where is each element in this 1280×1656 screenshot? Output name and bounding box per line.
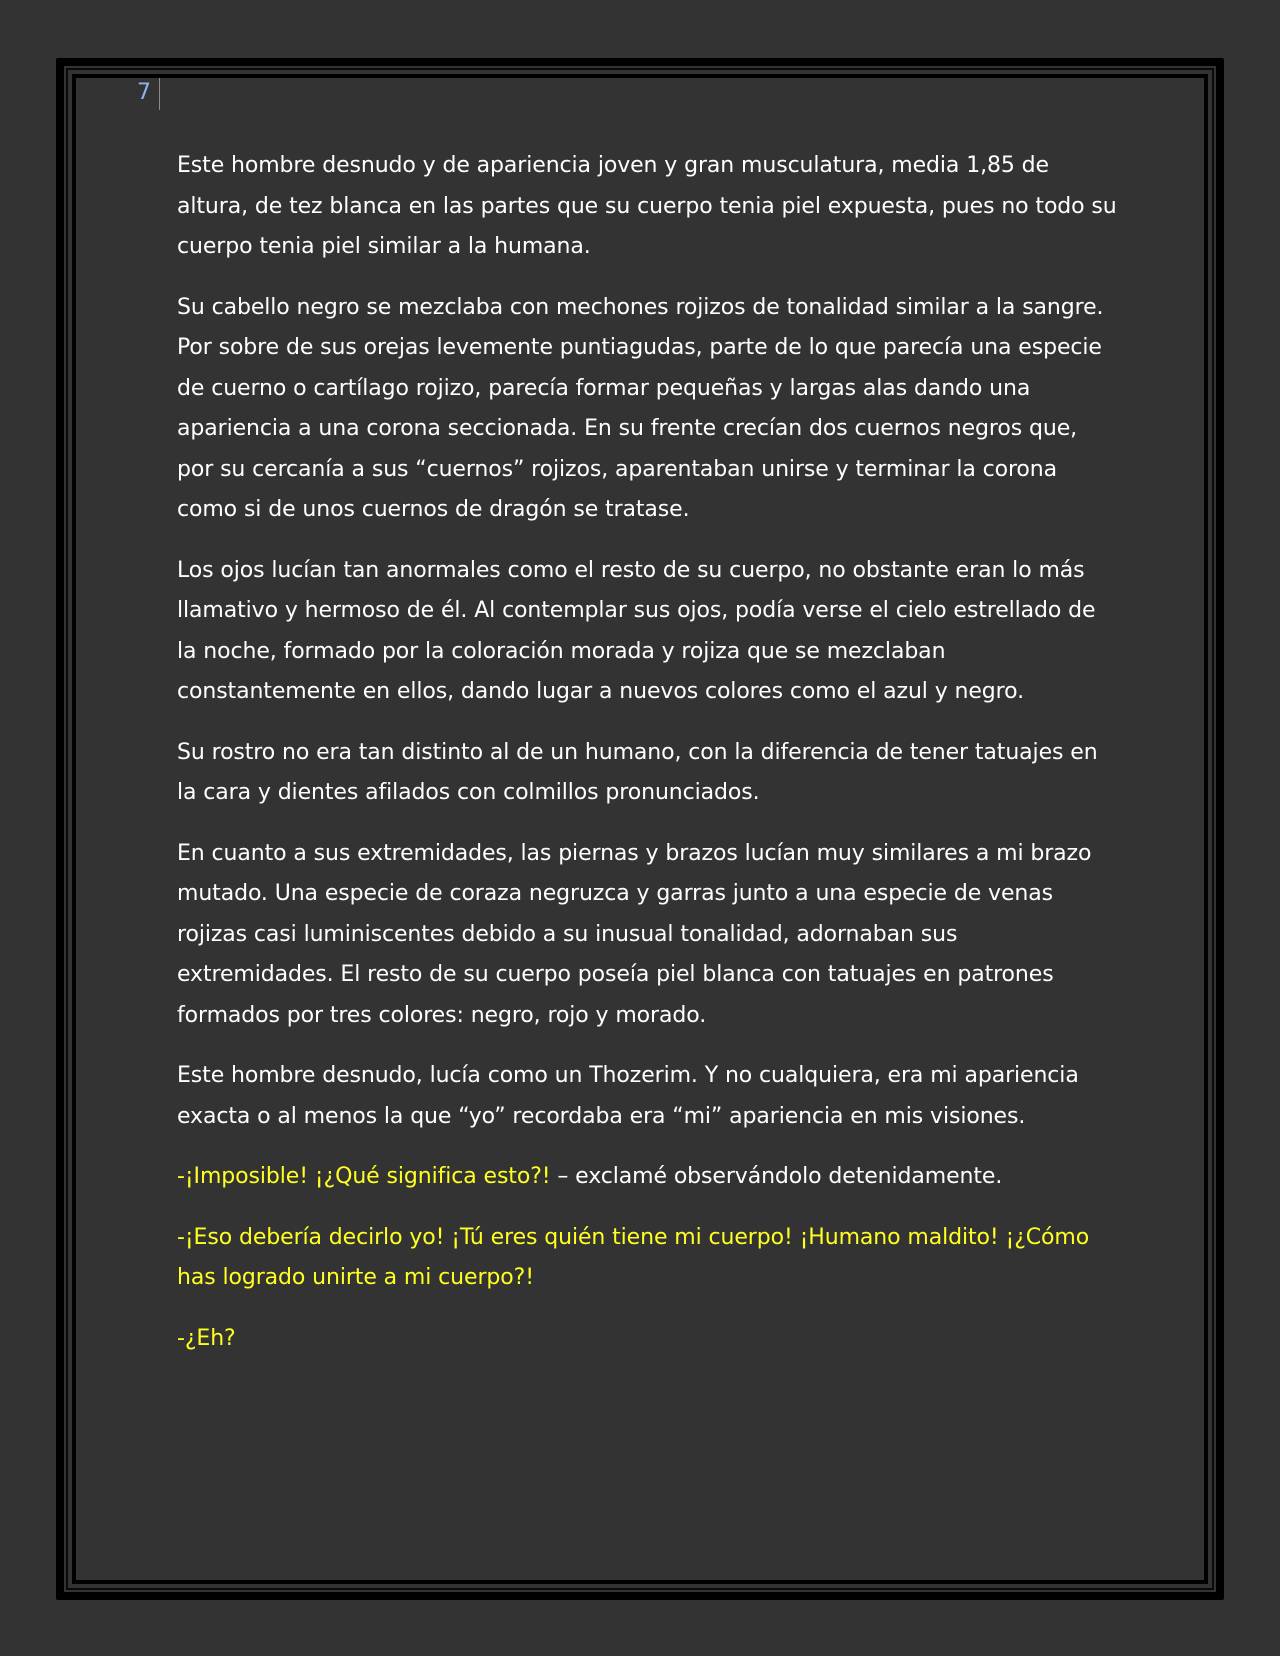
dialog-line-1 <box>177 1157 1117 1198</box>
paragraph-1: Este hombre desnudo y de apariencia joven y gran musculatura, media 1,85 de altura, de tez blanca en las partes que su cuerpo tenia piel expuesta, pues no todo su cuerpo tenia piel similar a la humana. <box>177 153 1117 259</box>
paragraph-5: En cuanto a sus extremidades, las piernas y brazos lucían muy similares a mi brazo mutado. Una especie de coraza negruzca y garras junto a una especie de venas rojizas casi luminiscentes debido a su inusual tonalidad, adornaban sus extremidades. El resto de su cuerpo poseía piel blanca con tatuajes en patrones formados por tres colores: negro, rojo y morado. <box>177 840 1092 1028</box>
dialog-line-2 <box>177 1218 1117 1299</box>
paragraph-6: Este hombre desnudo, lucía como un Thozerim. Y no cualquiera, era mi apariencia exacta o al menos la que “yo” recordaba era “mi” apariencia en mis visiones. <box>177 1063 1079 1129</box>
paragraph-4: Su rostro no era tan distinto al de un humano, con la diferencia de tener tatuajes en la cara y dientes afilados con colmillos pronunciados. <box>177 739 1098 805</box>
dialog-line-3 <box>177 1319 1117 1360</box>
dialog-speech: -¡Imposible! ¡¿Qué significa esto?! <box>177 1164 558 1189</box>
paragraph-3: Los ojos lucían tan anormales como el resto de su cuerpo, no obstante eran lo más llamativo y hermoso de él. Al contemplar sus ojos, podía verse el cielo estrellado de la noche, formado por la coloración morada y rojiza que se mezclaban constantemente en ellos, dando lugar a nuevos colores como el azul y negro. <box>177 557 1096 704</box>
dialog-speech: -¡Eso debería decirlo yo! ¡Tú eres quién tiene mi cuerpo! ¡Humano maldito! ¡¿Cómo has logrado unirte a mi cuerpo?! <box>177 1224 1090 1290</box>
dialog-speech: -¿Eh? <box>177 1325 236 1351</box>
page-content <box>177 146 1117 1379</box>
dialog-narration: – exclamé observándolo detenidamente. <box>557 1164 1003 1189</box>
paragraph-2: Su cabello negro se mezclaba con mechones rojizos de tonalidad similar a la sangre. Por sobre de sus orejas levemente puntiagudas, parte de lo que parecía una especie de cuerno o cartílago rojizo, parecía formar pequeñas y largas alas dando una apariencia a una corona seccionada. En su frente crecían dos cuernos negros que, por su cercanía a sus “cuernos” rojizos, aparentaban unirse y terminar la corona como si de unos cuernos de dragón se tratase. <box>177 294 1104 522</box>
page-number: 7 <box>137 78 160 110</box>
